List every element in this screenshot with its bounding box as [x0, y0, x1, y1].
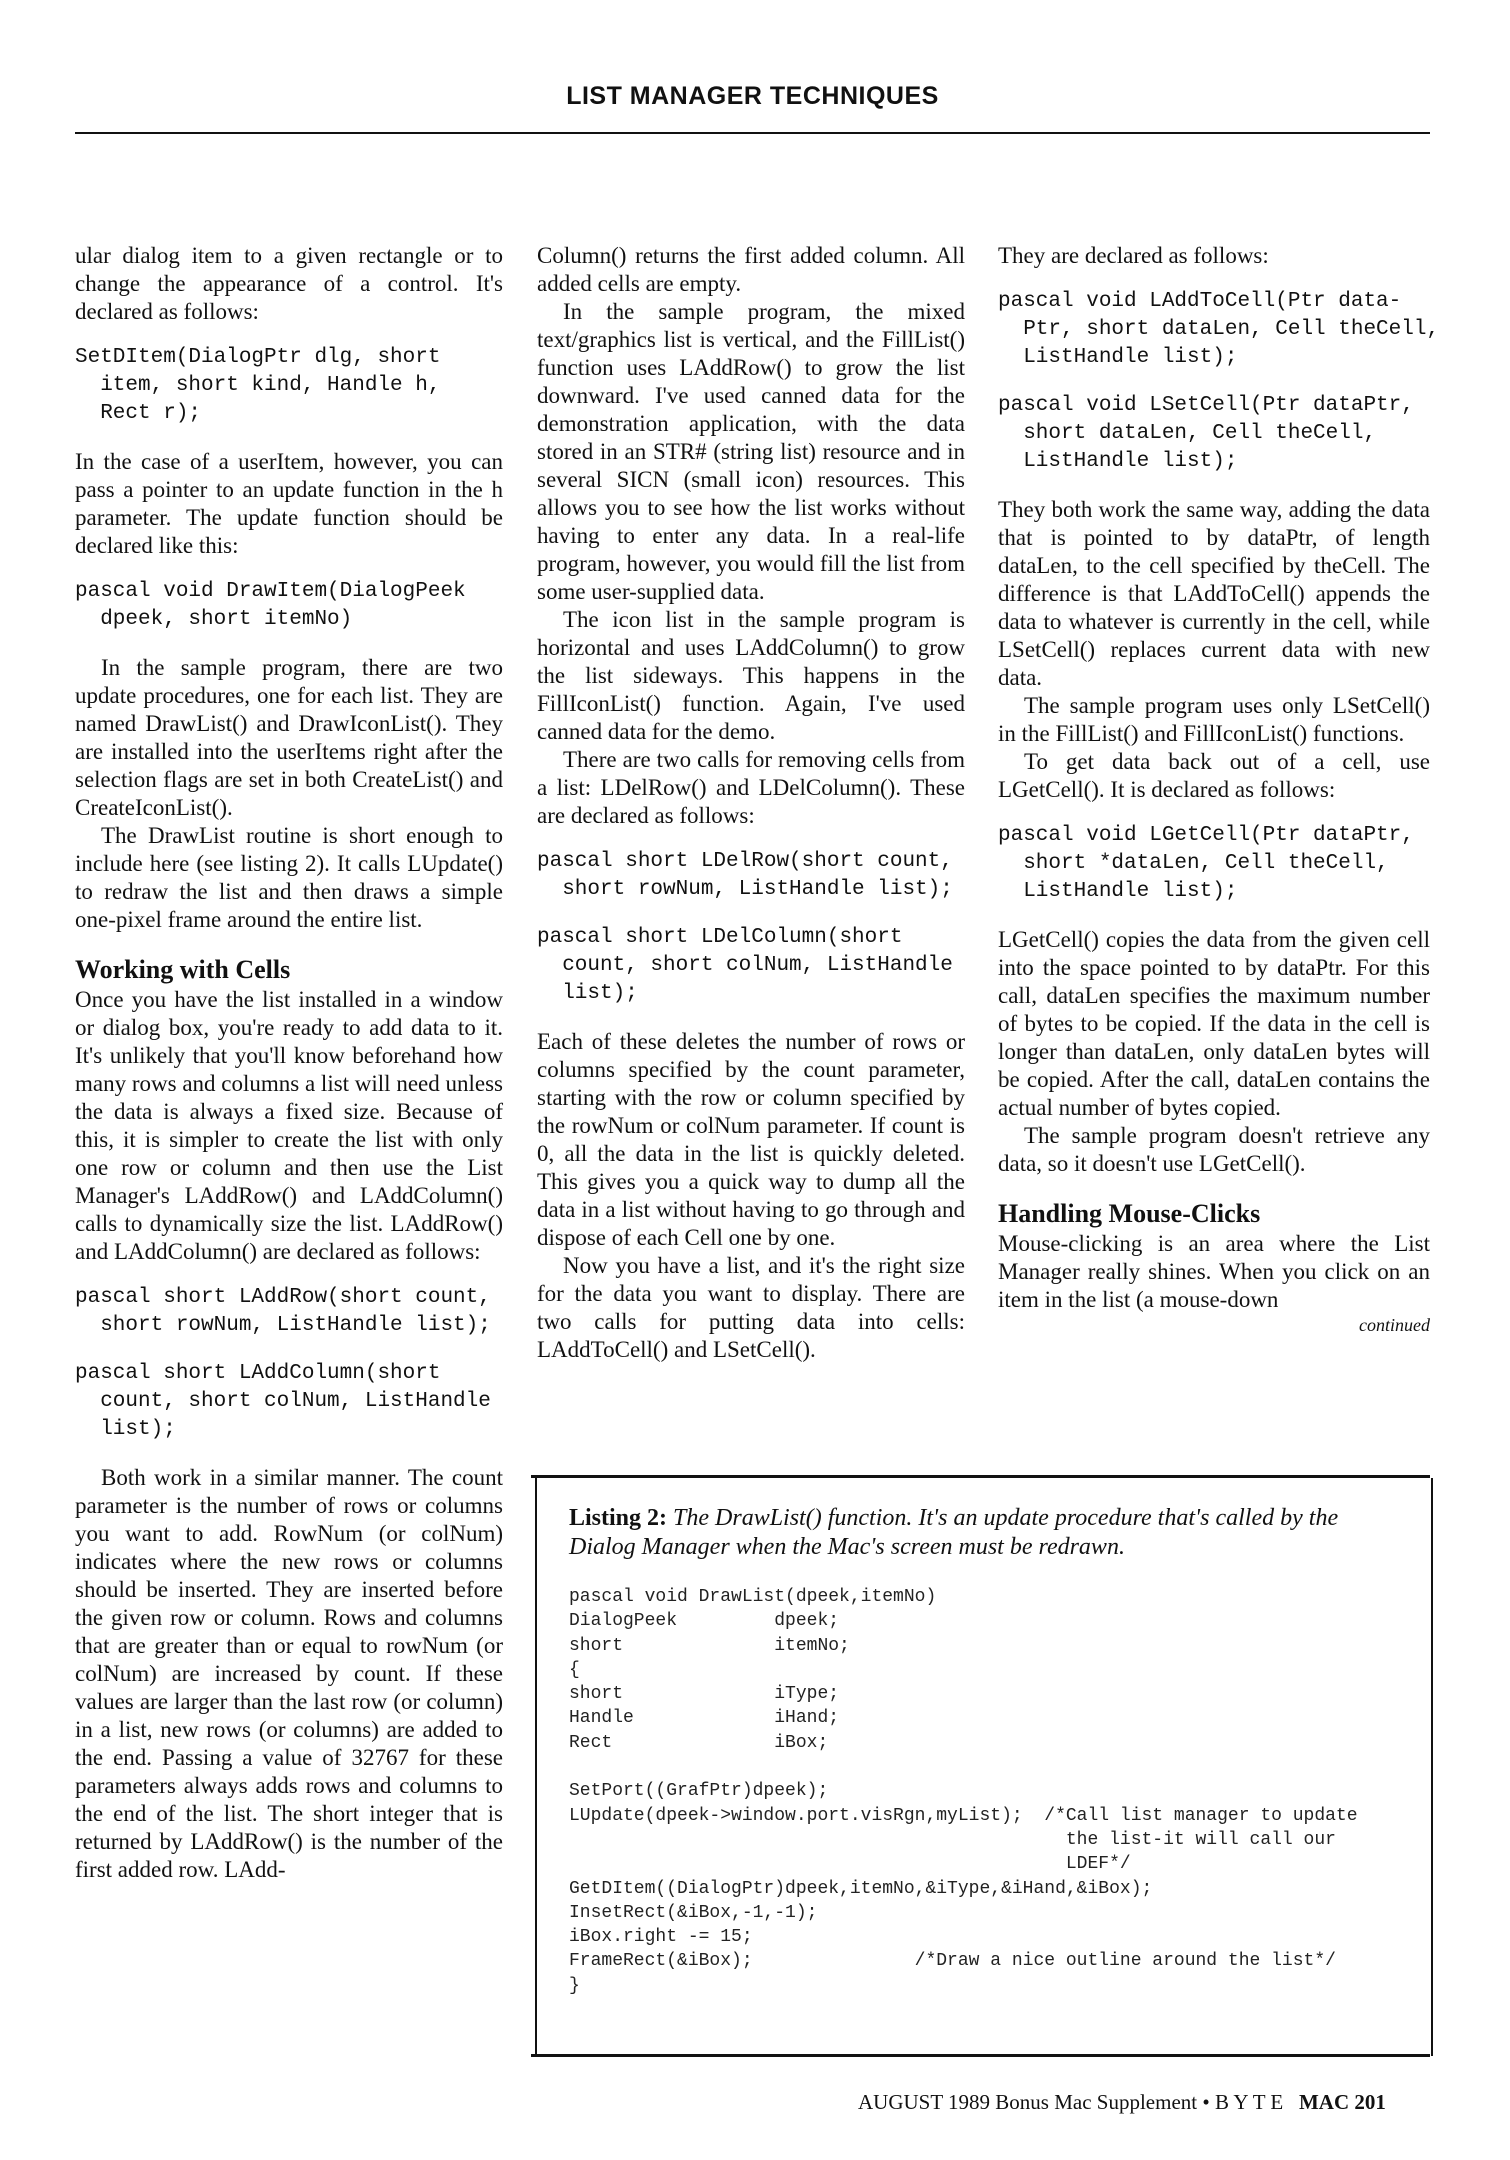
code-block: pascal void LGetCell(Ptr dataPtr, short *dataLen, Cell theCell, ListHandle list); — [998, 824, 1414, 903]
section-heading: Working with Cells — [75, 955, 291, 984]
listing-code: pascal void DrawList(dpeek,itemNo) DialogPeek dpeek; short itemNo; { short iType; Handle iHand; Rect iBox; SetPort((GrafPtr)dpeek); LUpdate(dpeek->window.port.visRgn,myList); /*Call list manager to update the list-it will call our LDEF*/ GetDItem((DialogPtr)dpeek,itemNo,&iType,&iHand,&iBox); InsetRect(&iBox,-1,-1); iBox.right -= 15; FrameRect(&iBox); /*Draw a nice outline around the list*/ } — [569, 1587, 1358, 1996]
paragraph: ular dialog item to a given rectangle or to change the appearance of a control. It's declared as follows: — [75, 243, 503, 324]
paragraph: Now you have a list, and it's the right size for the data you want to display. There are two calls for putting data into cells: LAddToCell() and LSetCell(). — [537, 1253, 965, 1362]
paragraph: There are two calls for removing cells from a list: LDelRow() and LDelColumn(). These are declared as follows: — [537, 747, 965, 828]
code-block: pascal short LDelColumn(short count, short colNum, ListHandle list); — [537, 926, 953, 1005]
code-block: pascal void LSetCell(Ptr dataPtr, short dataLen, Cell theCell, ListHandle list); — [998, 394, 1414, 473]
column-1 — [75, 242, 503, 1884]
listing-caption-text: The DrawList() function. It's an update procedure that's called by the Dialog Manager when the Mac's screen must be redrawn. — [569, 1505, 1339, 1560]
continued-label: continued — [1359, 1315, 1430, 1335]
code-block: pascal void LAddToCell(Ptr data- Ptr, short dataLen, Cell theCell, ListHandle list); — [998, 290, 1440, 369]
paragraph: The DrawList routine is short enough to include here (see listing 2). It calls LUpdate() to redraw the list and then draws a simple one-pixel frame around the entire list. — [75, 823, 503, 932]
paragraph: The sample program doesn't retrieve any data, so it doesn't use LGetCell(). — [998, 1123, 1430, 1176]
paragraph: The icon list in the sample program is horizontal and uses LAddColumn() to grow the list sideways. This happens in the FillIconList() function. Again, I've used canned data for the demo. — [537, 607, 965, 744]
paragraph: Mouse-clicking is an area where the List Manager really shines. When you click on an item in the list (a mouse-down — [998, 1231, 1430, 1312]
code-block: SetDItem(DialogPtr dlg, short item, short kind, Handle h, Rect r); — [75, 346, 441, 425]
paragraph: In the sample program, the mixed text/graphics list is vertical, and the FillList() function uses LAddRow() to grow the list downward. I've used canned data for the demonstration application, with the data stored in an STR# (string list) resource and in several SICN (small icon) resources. This allows you to see how the list works without having to enter any data. In a real-life program, however, you would fill the list from some user-supplied data. — [537, 299, 965, 604]
header-rule — [75, 132, 1430, 134]
paragraph: Once you have the list installed in a window or dialog box, you're ready to add data to it. It's unlikely that you'll know beforehand how many rows and columns a list will need unless the data is always a fixed size. Because of this, it is simpler to create the list with only one row or column and then use the List Manager's LAddRow() and LAddColumn() calls to dynamically size the list. LAddRow() and LAddColumn() are declared as follows: — [75, 987, 503, 1264]
page-number: MAC 201 — [1298, 2090, 1386, 2114]
column-3 — [998, 242, 1440, 1336]
footer-text: AUGUST 1989 Bonus Mac Supplement • B Y T E — [858, 2090, 1284, 2114]
paragraph: To get data back out of a cell, use LGetCell(). It is declared as follows: — [998, 749, 1430, 802]
paragraph: The sample program uses only LSetCell() in the FillList() and FillIconList() functions. — [998, 693, 1430, 746]
listing-bottom-rule — [531, 2054, 1430, 2057]
page-footer — [858, 2090, 1386, 2115]
paragraph: Each of these deletes the number of rows or columns specified by the count parameter, starting with the row or column specified by the rowNum or colNum parameter. If count is 0, all the data in the list is quickly deleted. This gives you a quick way to dump all the data in a list without having to go through and dispose of each Cell one by one. — [537, 1029, 965, 1250]
paragraph: In the case of a userItem, however, you can pass a pointer to an update function in the h parameter. The update function should be declared like this: — [75, 449, 503, 558]
code-block: pascal short LAddColumn(short count, short colNum, ListHandle list); — [75, 1362, 491, 1441]
paragraph: Column() returns the first added column. All added cells are empty. — [537, 243, 965, 296]
code-block: pascal short LDelRow(short count, short rowNum, ListHandle list); — [537, 850, 953, 901]
page-header: LIST MANAGER TECHNIQUES — [566, 82, 939, 110]
paragraph: In the sample program, there are two update procedures, one for each list. They are named DrawList() and DrawIconList(). They are installed into the userItems right after the selection flags are set in both CreateList() and CreateIconList(). — [75, 655, 503, 820]
column-2 — [537, 242, 965, 1364]
listing-label: Listing 2: — [569, 1505, 668, 1531]
paragraph: They are declared as follows: — [998, 243, 1269, 268]
code-block: pascal short LAddRow(short count, short rowNum, ListHandle list); — [75, 1286, 491, 1337]
code-block: pascal void DrawItem(DialogPeek dpeek, short itemNo) — [75, 580, 466, 631]
paragraph: They both work the same way, adding the data that is pointed to by dataPtr, of length dataLen, to the cell specified by theCell. The difference is that LAddToCell() appends the data to whatever is currently in the cell, while LSetCell() replaces current data with new data. — [998, 497, 1430, 690]
listing-caption — [569, 1504, 1389, 1562]
paragraph: Both work in a similar manner. The count parameter is the number of rows or columns you want to add. RowNum (or colNum) indicates where the new rows or columns should be inserted. They are inserted before the given row or column. Rows and columns that are greater than or equal to rowNum (or colNum) are increased by count. If these values are larger than the last row (or column) in a list, new rows (or columns) are added to the end. Passing a value of 32767 for these parameters always adds rows and columns to the end of the list. The short integer that is returned by LAddRow() is the number of the first added row. LAdd- — [75, 1465, 503, 1882]
paragraph: LGetCell() copies the data from the given cell into the space pointed to by dataPtr. For this call, dataLen specifies the maximum number of bytes to be copied. If the data in the cell is longer than dataLen, only dataLen bytes will be copied. After the call, dataLen contains the actual number of bytes copied. — [998, 927, 1430, 1120]
section-heading: Handling Mouse-Clicks — [998, 1199, 1261, 1228]
